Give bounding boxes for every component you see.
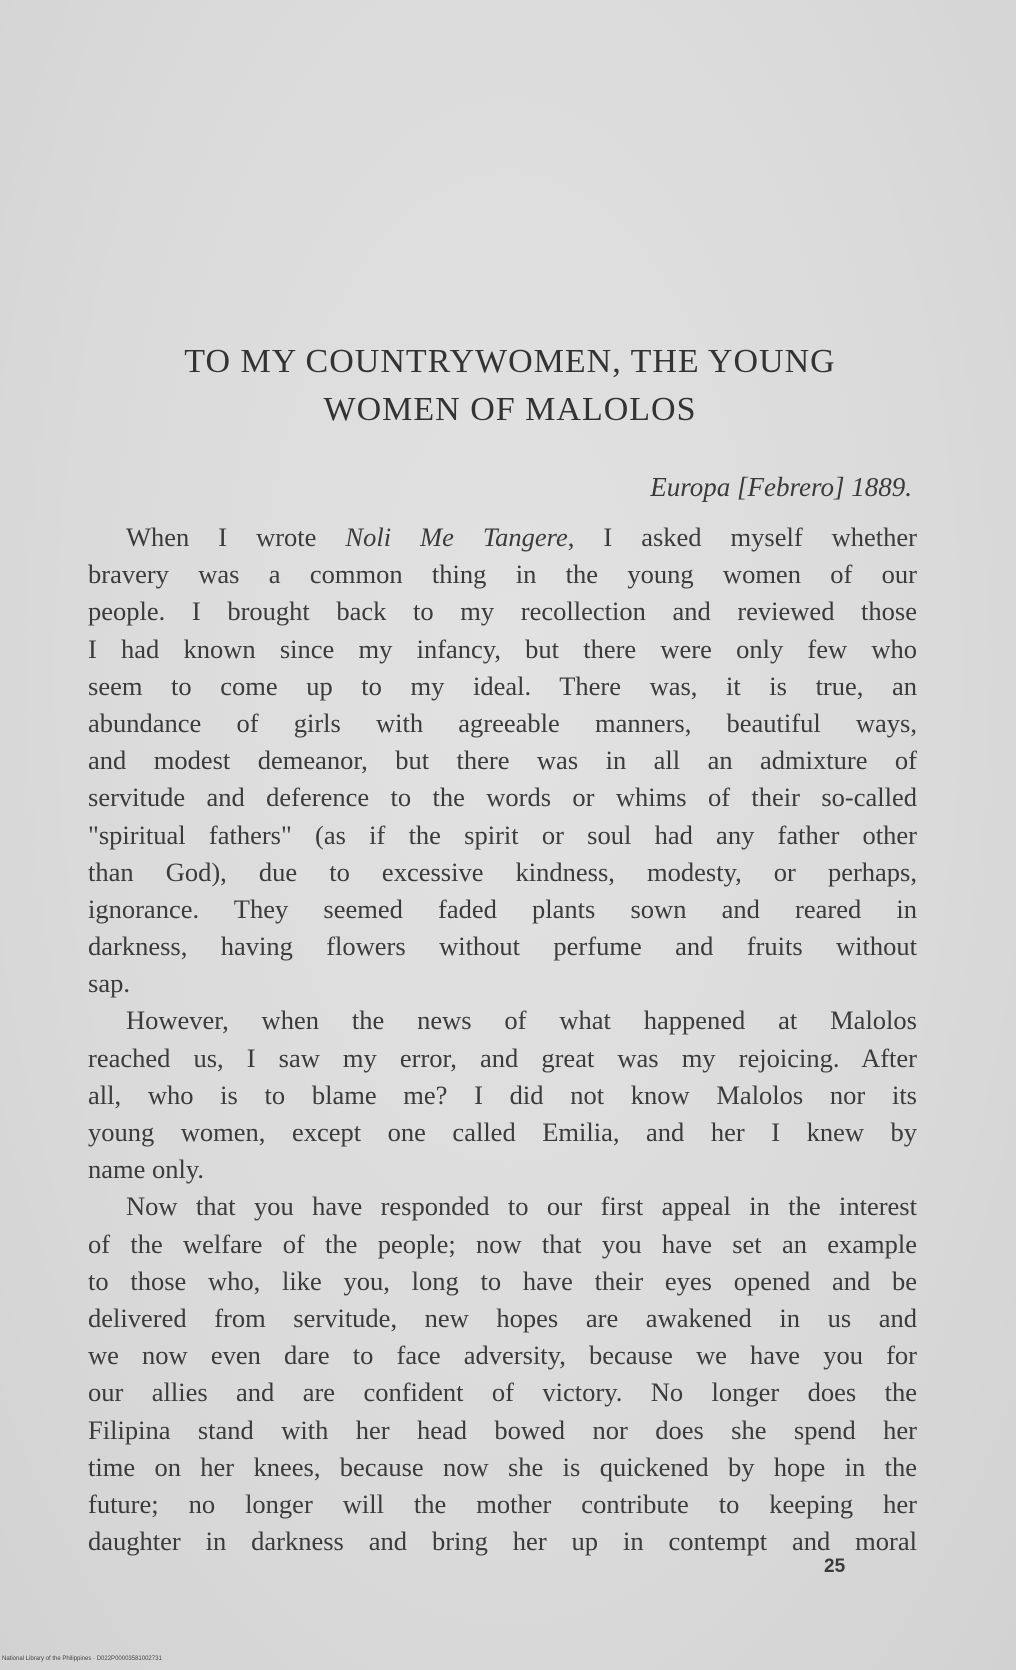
paragraph-3-line: our allies and are confident of victory. No longer does the — [88, 1377, 917, 1408]
paragraph-1-line: seem to come up to my ideal. There was, it is true, an — [88, 670, 917, 701]
chapter-title-line-1: TO MY COUNTRYWOMEN, THE YOUNG — [184, 343, 836, 380]
book-title-italic: Noli Me Tangere — [345, 522, 568, 552]
paragraph-1-line: and modest demeanor, but there was in all an admixture of — [88, 745, 917, 776]
paragraph-3-line: Now that you have responded to our first appeal in the interest — [126, 1191, 917, 1222]
paragraph-3-line: we now even dare to face adversity, because we have you for — [88, 1340, 917, 1371]
dateline: Europa [Febrero] 1889. — [650, 472, 912, 502]
paragraph-1-line: sap. — [88, 968, 130, 999]
paragraph-3-line: delivered from servitude, new hopes are awakened in us and — [88, 1302, 917, 1333]
paragraph-2-line: young women, except one called Emilia, and her I knew by — [88, 1117, 917, 1147]
paragraph-1-line: I had known since my infancy, but there were only few who — [88, 633, 917, 664]
footer-credit: National Library of the Philippines · D022P00003581002731 — [2, 1656, 162, 1662]
paragraph-1-line: "spiritual fathers" (as if the spirit or soul had any father other — [88, 819, 917, 850]
paragraph-1-line: servitude and deference to the words or whims of their so-called — [88, 782, 917, 813]
body-text — [88, 519, 917, 1560]
paragraph-1-line: ignorance. They seemed faded plants sown and reared in — [88, 893, 917, 924]
paragraph-1-line: people. I brought back to my recollection and reviewed those — [88, 596, 917, 627]
paragraph-3-line: daughter in darkness and bring her up in contempt and moral — [88, 1526, 917, 1557]
paragraph-3-line: of the welfare of the people; now that you have set an example — [88, 1228, 917, 1259]
page-number: 25 — [824, 1556, 846, 1577]
paragraph-3-line: time on her knees, because now she is quickened by hope in the — [88, 1451, 917, 1482]
paragraph-3-line: to those who, like you, long to have their eyes opened and be — [88, 1265, 917, 1296]
paragraph-3-line: Filipina stand with her head bowed nor does she spend her — [88, 1414, 917, 1445]
paragraph-3-line: future; no longer will the mother contribute to keeping her — [88, 1488, 917, 1519]
paragraph-1-line: darkness, having flowers without perfume and fruits without — [88, 931, 917, 962]
paragraph-1-line: bravery was a common thing in the young women of our — [88, 559, 917, 590]
paragraph-2-line: However, when the news of what happened at Malolos — [126, 1005, 917, 1036]
chapter-title-line-2: WOMEN OF MALOLOS — [323, 391, 697, 428]
paragraph-2-line: name only. — [88, 1154, 205, 1185]
paragraph-1-line: When I wrote Noli Me Tangere, I asked myself whether — [126, 522, 917, 552]
paragraph-2-line: reached us, I saw my error, and great was my rejoicing. After — [88, 1042, 917, 1073]
paragraph-1-line: abundance of girls with agreeable manners, beautiful ways, — [88, 707, 917, 738]
paragraph-2-line: all, who is to blame me? I did not know Malolos nor its — [88, 1079, 917, 1110]
chapter-title — [60, 338, 960, 434]
paragraph-1-line: than God), due to excessive kindness, modesty, or perhaps, — [88, 856, 917, 887]
